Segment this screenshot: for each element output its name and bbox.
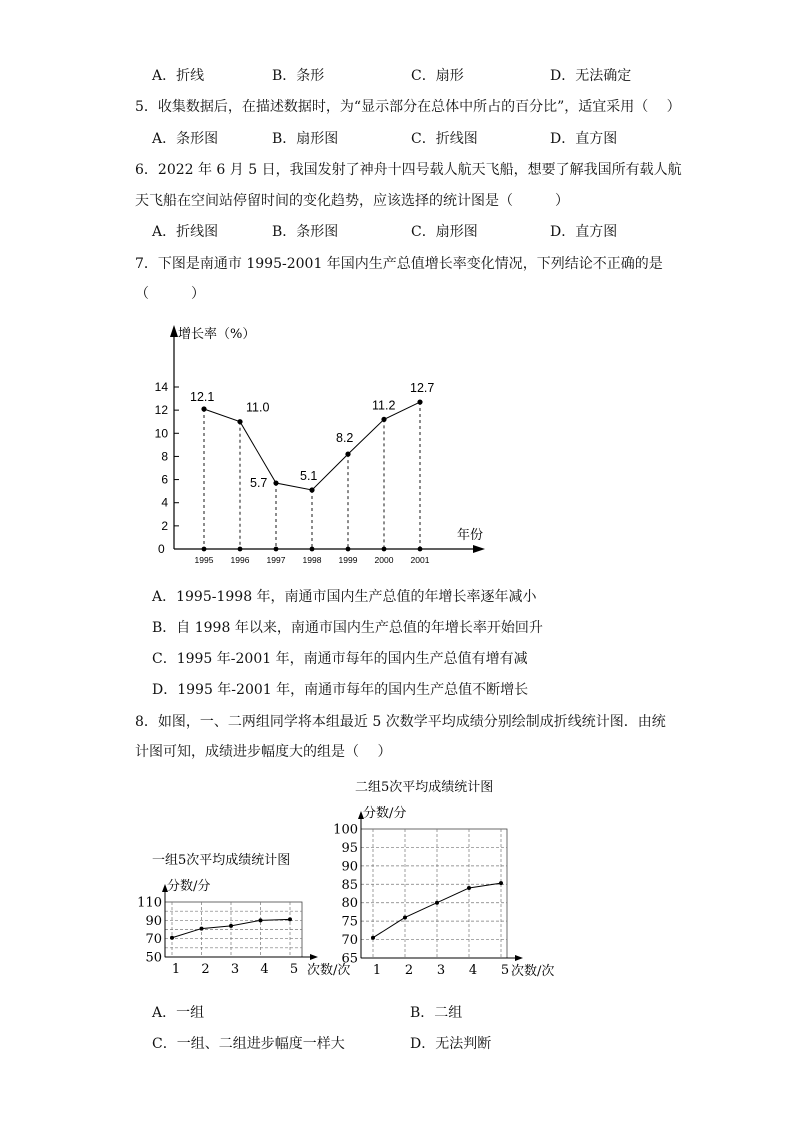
data-point [259, 918, 263, 922]
data-label: 11.2 [372, 398, 396, 413]
q8-option-a: A．一组 [152, 1005, 205, 1021]
x-tick-dot [202, 547, 207, 552]
group1-score-line-chart [137, 845, 360, 985]
y-axis-title: 分数/分 [363, 806, 407, 821]
q5-option-b: B．扇形图 [272, 131, 339, 147]
q6-option-a: A．折线图 [152, 224, 219, 240]
q8-stem-line1: 8．如图，一、二两组同学将本组最近 5 次数学平均成绩分别绘制成折线统计图．由统 [135, 714, 666, 730]
x-axis-arrow [515, 955, 523, 961]
gdp-growth-line-chart [150, 315, 495, 570]
x-tick-label: 4 [260, 962, 269, 977]
y-tick-label: 4 [161, 495, 168, 510]
q7-stem-line2: （ ） [135, 286, 205, 302]
data-label: 12.1 [190, 389, 215, 404]
y-tick-label: 12 [154, 403, 168, 418]
y-tick-label: 85 [341, 877, 358, 893]
y-tick-label: 70 [341, 933, 358, 949]
x-tick-label: 1995 [194, 555, 214, 565]
y-tick-label: 80 [341, 896, 358, 912]
y-axis-title: 增长率（%） [178, 327, 256, 342]
y-tick-label: 14 [154, 380, 168, 394]
x-tick-label: 2 [201, 962, 210, 977]
q4-option-c: C．扇形 [411, 68, 464, 84]
x-tick-label: 1 [372, 963, 382, 978]
q7-option-a: A．1995-1998 年，南通市国内生产总值的年增长率逐年减小 [152, 589, 537, 605]
x-tick-label: 3 [230, 962, 240, 977]
y-tick-label: 110 [137, 895, 162, 911]
data-label: 5.1 [300, 468, 318, 483]
data-point [403, 915, 407, 919]
q4-option-b: B．条形 [272, 68, 325, 84]
q4-option-a: A．折线 [152, 68, 205, 84]
chart-title: 二组5次平均成绩统计图 [355, 780, 494, 795]
q5-option-a: A．条形图 [152, 131, 219, 147]
data-point [499, 881, 503, 885]
y-tick-label: 75 [341, 914, 358, 930]
q8-option-b: B．二组 [410, 1005, 463, 1021]
x-tick-label: 2001 [410, 555, 430, 565]
x-tick-label: 5 [289, 962, 299, 977]
x-tick-dot [418, 547, 423, 552]
x-tick-label: 2 [404, 963, 414, 978]
x-tick-dot [382, 547, 387, 552]
x-tick-label: 1999 [338, 555, 358, 565]
x-axis-arrow [473, 545, 485, 553]
x-tick-label: 1998 [302, 555, 322, 565]
data-point [309, 487, 314, 492]
x-tick-dot [346, 547, 351, 552]
y-tick-label: 90 [145, 913, 162, 929]
x-tick-label: 4 [468, 963, 478, 978]
data-point [417, 399, 422, 404]
y-axis-title: 分数/分 [167, 879, 211, 894]
q8-stem-line2: 计图可知，成绩进步幅度大的组是（ ） [135, 744, 392, 760]
q8-option-d: D．无法判断 [410, 1036, 492, 1052]
data-point [345, 452, 350, 457]
y-tick-label: 10 [154, 426, 168, 441]
q5-option-c: C．折线图 [411, 131, 478, 147]
q4-option-d: D．无法确定 [550, 68, 632, 84]
q5-stem: 5．收集数据后，在描述数据时，为“显示部分在总体中所占的百分比”，适宜采用（ ） [135, 99, 681, 115]
y-tick-label: 70 [145, 932, 162, 948]
y-tick-label: 65 [341, 951, 358, 967]
y-tick-label: 50 [145, 950, 162, 966]
x-tick-label: 5 [500, 963, 510, 978]
x-tick-label: 1996 [230, 555, 250, 565]
data-point [273, 480, 278, 485]
chart-title: 一组5次平均成绩统计图 [152, 853, 291, 868]
x-axis-title: 次数/次 [511, 964, 555, 979]
y-tick-label: 8 [161, 449, 168, 464]
y-axis-arrow [170, 325, 178, 337]
y-tick-label: 0 [158, 542, 165, 556]
q7-stem-line1: 7．下图是南通市 1995-2001 年国内生产总值增长率变化情况，下列结论不正确的是 [135, 256, 663, 272]
x-tick-label: 1 [171, 962, 181, 977]
x-tick-label: 1997 [266, 555, 286, 565]
q7-option-c: C．1995 年-2001 年，南通市每年的国内生产总值有增有减 [152, 651, 528, 667]
q6-option-d: D．直方图 [550, 224, 618, 240]
group2-score-line-chart [330, 772, 570, 985]
q6-stem-line1: 6．2022 年 6 月 5 日，我国发射了神舟十四号载人航天飞船，想要了解我国所有载人航 [135, 162, 682, 178]
q5-option-d: D．直方图 [550, 131, 618, 147]
q8-option-c: C．一组、二组进步幅度一样大 [152, 1036, 345, 1052]
data-point [237, 419, 242, 424]
y-tick-label: 90 [341, 859, 358, 875]
data-point [170, 936, 174, 940]
y-tick-label: 6 [161, 472, 168, 487]
y-tick-label: 100 [333, 822, 358, 838]
x-tick-dot [274, 547, 279, 552]
x-axis-arrow [310, 954, 318, 960]
x-tick-label: 2000 [374, 555, 394, 565]
data-point [381, 417, 386, 422]
data-point [435, 901, 439, 905]
y-tick-label: 95 [341, 840, 358, 856]
data-label: 5.7 [250, 476, 268, 491]
y-tick-label: 2 [161, 518, 168, 533]
q6-option-c: C．扇形图 [411, 224, 478, 240]
x-axis-title: 次数/次 [307, 963, 351, 978]
q6-stem-line2: 天飞船在空间站停留时间的变化趋势，应该选择的统计图是（ ） [135, 193, 569, 209]
x-axis-title: 年份 [457, 528, 484, 543]
q7-option-b: B．自 1998 年以来，南通市国内生产总值的年增长率开始回升 [152, 620, 543, 636]
data-point [371, 936, 375, 940]
data-label: 11.0 [246, 400, 270, 415]
q7-option-d: D．1995 年-2001 年，南通市每年的国内生产总值不断增长 [152, 682, 529, 698]
x-tick-label: 3 [436, 963, 446, 978]
data-label: 12.7 [410, 381, 435, 396]
data-point [467, 886, 471, 890]
x-tick-dot [310, 547, 315, 552]
data-point [229, 924, 233, 928]
x-tick-dot [238, 547, 243, 552]
data-point [200, 927, 204, 931]
data-point [201, 406, 206, 411]
data-point [288, 917, 292, 921]
q6-option-b: B．条形图 [272, 224, 339, 240]
data-label: 8.2 [336, 431, 354, 446]
plot-frame [361, 829, 507, 958]
